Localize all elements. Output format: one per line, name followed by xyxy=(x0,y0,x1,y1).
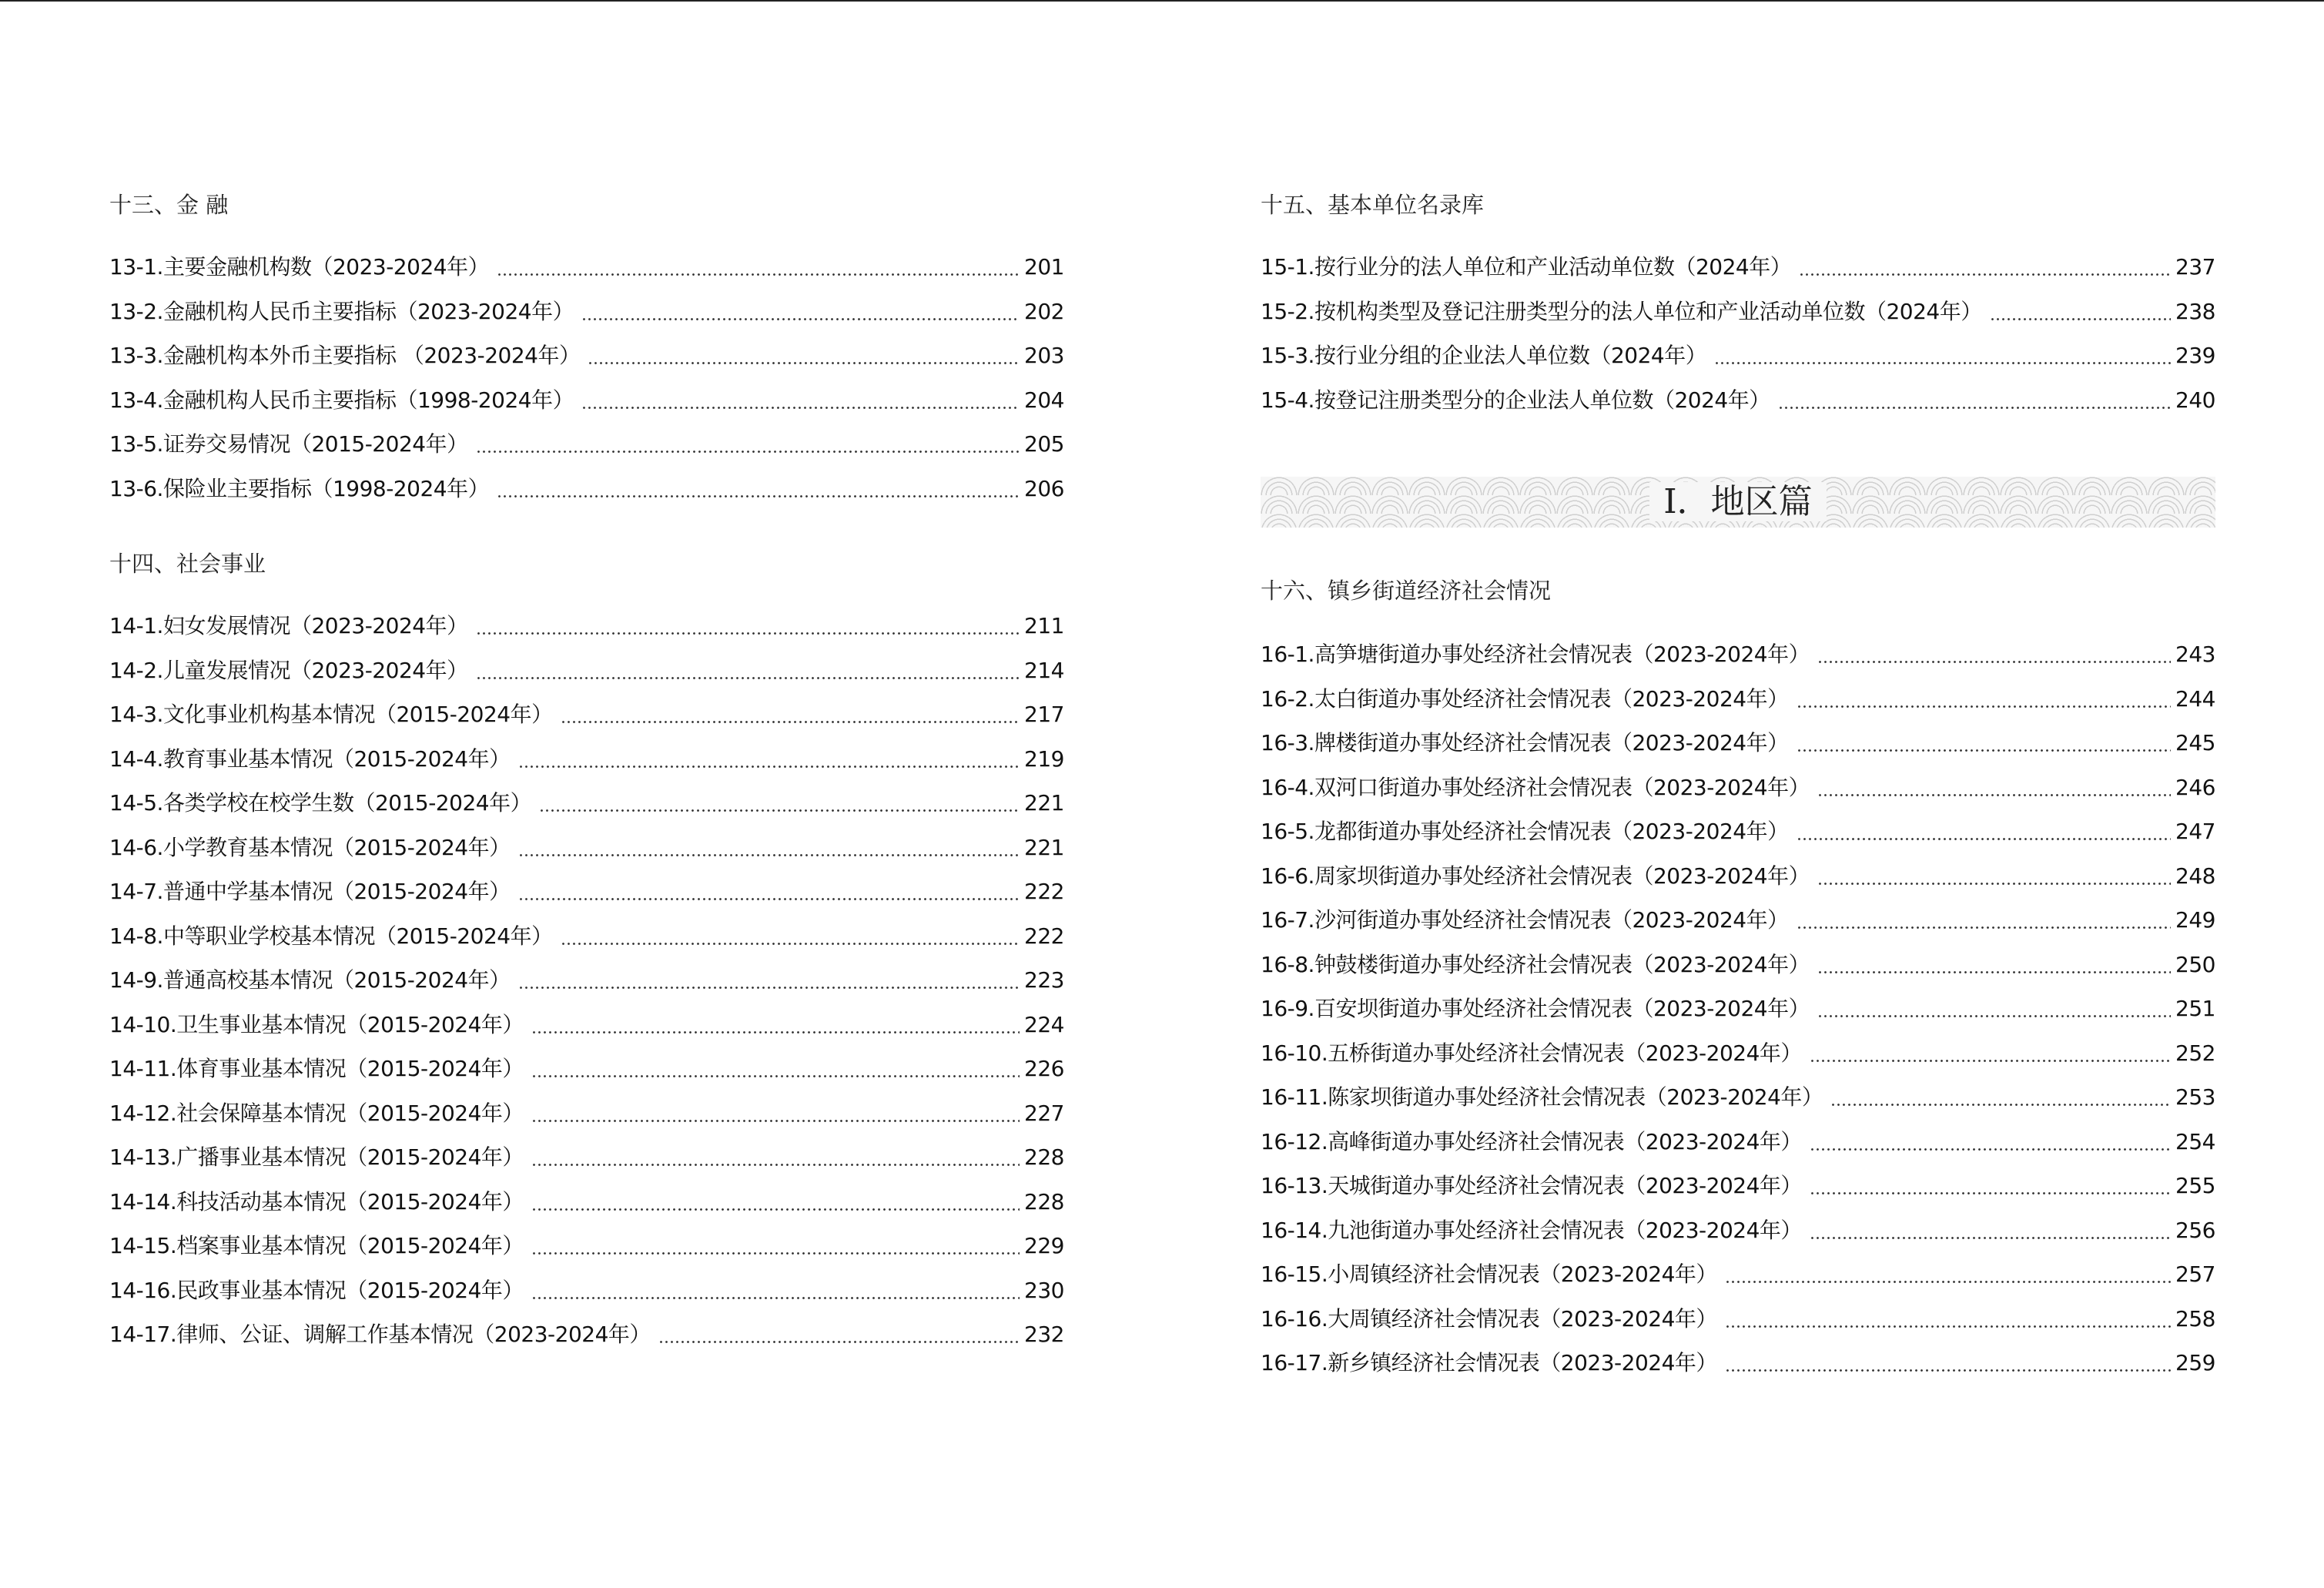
toc-entry-page: 221 xyxy=(1024,834,1064,860)
toc-entry[interactable] xyxy=(109,965,1064,996)
toc-entry-page: 214 xyxy=(1024,657,1064,683)
toc-entry-title: 16-16.大周镇经济社会情况表（2023-2024年） xyxy=(1261,1305,1717,1332)
toc-dot-leader xyxy=(561,943,1020,945)
toc-entry-page: 250 xyxy=(2175,951,2215,977)
toc-entry-page: 206 xyxy=(1024,475,1064,501)
toc-dot-leader xyxy=(531,1164,1020,1166)
banner-title-text: Ⅰ．地区篇 xyxy=(1649,482,1826,521)
toc-entry-page: 205 xyxy=(1024,431,1064,457)
toc-dot-leader xyxy=(1810,1060,2171,1062)
section-heading-16: 十六、镇乡街道经济社会情况 xyxy=(1261,578,1552,604)
toc-entry[interactable] xyxy=(109,744,1064,775)
toc-dot-leader xyxy=(1797,749,2171,752)
toc-entry-title: 13-6.保险业主要指标（1998-2024年） xyxy=(109,475,490,501)
toc-dot-leader xyxy=(1817,1015,2171,1017)
toc-entry-title: 14-6.小学教育基本情况（2015-2024年） xyxy=(109,834,511,860)
toc-dot-leader xyxy=(1817,883,2171,885)
toc-entry-page: 223 xyxy=(1024,967,1064,993)
toc-entry[interactable] xyxy=(109,1098,1064,1129)
section-heading-15: 十五、基本单位名录库 xyxy=(1261,192,1485,218)
toc-entry-title: 14-7.普通中学基本情况（2015-2024年） xyxy=(109,879,511,904)
toc-dot-leader xyxy=(476,677,1020,679)
toc-entry-title: 16-14.九池街道办事处经济社会情况表（2023-2024年） xyxy=(1261,1217,1802,1243)
toc-dot-leader xyxy=(1714,362,2171,364)
toc-dot-leader xyxy=(531,1297,1020,1299)
toc-dot-leader xyxy=(518,766,1020,768)
toc-entry-page: 228 xyxy=(1024,1144,1064,1170)
toc-entry-title: 15-1.按行业分的法人单位和产业活动单位数（2024年） xyxy=(1261,254,1792,280)
toc-entry[interactable] xyxy=(1261,950,2215,980)
toc-entry-page: 255 xyxy=(2175,1173,2215,1198)
toc-entry[interactable] xyxy=(109,655,1064,686)
section-heading-14: 十四、社会事业 xyxy=(109,551,266,577)
toc-dot-leader xyxy=(1797,705,2171,708)
toc-entry[interactable] xyxy=(1261,816,2215,847)
toc-entry[interactable] xyxy=(1261,296,2215,327)
toc-entry-title: 13-1.主要金融机构数（2023-2024年） xyxy=(109,254,490,280)
toc-entry-title: 14-12.社会保障基本情况（2015-2024年） xyxy=(109,1100,524,1126)
toc-entry-title: 15-4.按登记注册类型分的企业法人单位数（2024年） xyxy=(1261,387,1770,413)
toc-dot-leader xyxy=(1810,1237,2171,1239)
toc-entry-title: 13-5.证券交易情况（2015-2024年） xyxy=(109,431,468,457)
toc-entry-title: 14-15.档案事业基本情况（2015-2024年） xyxy=(109,1233,524,1258)
toc-entry[interactable] xyxy=(1261,1171,2215,1201)
toc-entry-title: 14-3.文化事业机构基本情况（2015-2024年） xyxy=(109,702,553,727)
toc-entry-page: 237 xyxy=(2175,254,2215,280)
toc-entry[interactable] xyxy=(109,876,1064,907)
toc-dot-leader xyxy=(531,1120,1020,1122)
toc-entry-page: 217 xyxy=(1024,702,1064,727)
toc-entry-page: 239 xyxy=(2175,343,2215,368)
toc-entry-page: 219 xyxy=(1024,745,1064,772)
toc-entry[interactable] xyxy=(109,1010,1064,1040)
toc-entry-title: 16-12.高峰街道办事处经济社会情况表（2023-2024年） xyxy=(1261,1128,1802,1154)
toc-entry-page: 247 xyxy=(2175,819,2215,844)
toc-dot-leader xyxy=(1797,926,2171,929)
toc-entry[interactable] xyxy=(109,252,1064,283)
toc-entry[interactable] xyxy=(1261,252,2215,283)
toc-entry[interactable] xyxy=(109,921,1064,952)
toc-entry[interactable] xyxy=(1261,728,2215,759)
toc-entry[interactable] xyxy=(109,429,1064,460)
toc-entry[interactable] xyxy=(109,1187,1064,1218)
toc-dot-leader xyxy=(531,1075,1020,1077)
banner-title xyxy=(1261,477,2215,528)
toc-entry[interactable] xyxy=(1261,1348,2215,1379)
toc-entry-title: 16-4.双河口街道办事处经济社会情况表（2023-2024年） xyxy=(1261,774,1810,800)
toc-entry-title: 16-9.百安坝街道办事处经济社会情况表（2023-2024年） xyxy=(1261,996,1810,1021)
toc-entry-page: 222 xyxy=(1024,923,1064,949)
toc-entry-page: 227 xyxy=(1024,1100,1064,1126)
toc-entry-page: 254 xyxy=(2175,1128,2215,1154)
toc-entry-page: 249 xyxy=(2175,907,2215,933)
toc-entry[interactable] xyxy=(1261,905,2215,936)
toc-dot-leader xyxy=(1990,318,2171,320)
toc-dot-leader xyxy=(1817,794,2171,796)
toc-entry-title: 14-1.妇女发展情况（2023-2024年） xyxy=(109,613,468,638)
toc-entry[interactable] xyxy=(109,1054,1064,1084)
toc-entry-title: 14-5.各类学校在校学生数（2015-2024年） xyxy=(109,790,532,816)
toc-entry-title: 16-3.牌楼街道办事处经济社会情况表（2023-2024年） xyxy=(1261,730,1789,755)
toc-dot-leader xyxy=(1799,273,2171,276)
toc-entry-title: 16-2.太白街道办事处经济社会情况表（2023-2024年） xyxy=(1261,685,1789,712)
toc-dot-leader xyxy=(561,721,1020,723)
toc-entry-page: 243 xyxy=(2175,642,2215,667)
toc-entry[interactable] xyxy=(109,1142,1064,1173)
toc-entry[interactable] xyxy=(1261,340,2215,371)
toc-entry-page: 211 xyxy=(1024,613,1064,638)
toc-dot-leader xyxy=(476,451,1020,453)
toc-entry-page: 230 xyxy=(1024,1277,1064,1303)
toc-entry[interactable] xyxy=(109,833,1064,863)
toc-dot-leader xyxy=(531,1252,1020,1255)
toc-entry-page: 246 xyxy=(2175,774,2215,800)
toc-entry-page: 226 xyxy=(1024,1056,1064,1081)
toc-dot-leader xyxy=(1817,971,2171,973)
toc-entry-page: 202 xyxy=(1024,298,1064,324)
toc-entry-page: 257 xyxy=(2175,1261,2215,1287)
toc-entry-page: 224 xyxy=(1024,1011,1064,1037)
toc-entry[interactable] xyxy=(1261,385,2215,416)
toc-entry-title: 13-3.金融机构本外币主要指标 （2023-2024年） xyxy=(109,343,581,368)
toc-entry-title: 14-17.律师、公证、调解工作基本情况（2023-2024年） xyxy=(109,1322,651,1347)
toc-entry-title: 16-11.陈家坝街道办事处经济社会情况表（2023-2024年） xyxy=(1261,1084,1823,1110)
toc-dot-leader xyxy=(1725,1281,2171,1283)
toc-dot-leader xyxy=(531,1208,1020,1211)
toc-dot-leader xyxy=(531,1031,1020,1034)
toc-dot-leader xyxy=(1810,1148,2171,1151)
toc-entry[interactable] xyxy=(1261,1215,2215,1246)
toc-entry-page: 203 xyxy=(1024,343,1064,368)
toc-entry[interactable] xyxy=(109,1319,1064,1350)
toc-dot-leader xyxy=(1817,661,2171,663)
toc-entry[interactable] xyxy=(109,296,1064,327)
toc-dot-leader xyxy=(476,632,1020,635)
toc-entry-title: 15-2.按机构类型及登记注册类型分的法人单位和产业活动单位数（2024年） xyxy=(1261,298,1982,324)
toc-entry-title: 14-11.体育事业基本情况（2015-2024年） xyxy=(109,1056,524,1081)
toc-entry-page: 256 xyxy=(2175,1217,2215,1243)
toc-entry-title: 14-9.普通高校基本情况（2015-2024年） xyxy=(109,967,511,993)
toc-entry-page: 238 xyxy=(2175,298,2215,324)
toc-entry[interactable] xyxy=(1261,1038,2215,1069)
toc-entry[interactable] xyxy=(109,385,1064,416)
toc-dot-leader xyxy=(518,854,1020,856)
toc-entry[interactable] xyxy=(1261,639,2215,670)
toc-entry[interactable] xyxy=(109,611,1064,642)
toc-dot-leader xyxy=(581,318,1020,320)
toc-entry-page: 258 xyxy=(2175,1305,2215,1332)
toc-entry-title: 16-13.天城街道办事处经济社会情况表（2023-2024年） xyxy=(1261,1173,1802,1198)
toc-entry[interactable] xyxy=(109,788,1064,819)
toc-entry-page: 221 xyxy=(1024,790,1064,816)
toc-dot-leader xyxy=(658,1341,1020,1343)
toc-entry[interactable] xyxy=(1261,1259,2215,1290)
toc-entry-title: 16-10.五桥街道办事处经济社会情况表（2023-2024年） xyxy=(1261,1040,1802,1066)
toc-entry-page: 204 xyxy=(1024,387,1064,413)
toc-entry-page: 229 xyxy=(1024,1233,1064,1258)
toc-entry-title: 16-17.新乡镇经济社会情况表（2023-2024年） xyxy=(1261,1350,1717,1375)
toc-entry-title: 14-13.广播事业基本情况（2015-2024年） xyxy=(109,1144,524,1170)
toc-dot-leader xyxy=(1725,1325,2171,1328)
toc-entry-title: 14-8.中等职业学校基本情况（2015-2024年） xyxy=(109,923,553,949)
toc-dot-leader xyxy=(1810,1192,2171,1194)
toc-dot-leader xyxy=(1830,1104,2171,1106)
toc-entry-title: 16-5.龙都街道办事处经济社会情况表（2023-2024年） xyxy=(1261,819,1789,844)
toc-entry-title: 14-16.民政事业基本情况（2015-2024年） xyxy=(109,1277,524,1303)
toc-entry-page: 252 xyxy=(2175,1040,2215,1066)
region-part-banner xyxy=(1261,477,2215,528)
toc-entry-title: 14-10.卫生事业基本情况（2015-2024年） xyxy=(109,1011,524,1037)
toc-entry-title: 15-3.按行业分组的企业法人单位数（2024年） xyxy=(1261,343,1707,368)
toc-dot-leader xyxy=(1778,407,2171,409)
toc-entry[interactable] xyxy=(1261,772,2215,803)
toc-entry-page: 222 xyxy=(1024,879,1064,904)
toc-dot-leader xyxy=(497,273,1020,276)
toc-entry-title: 14-4.教育事业基本情况（2015-2024年） xyxy=(109,745,511,772)
toc-entry[interactable] xyxy=(109,1275,1064,1306)
toc-entry[interactable] xyxy=(1261,1304,2215,1335)
toc-dot-leader xyxy=(1797,838,2171,840)
toc-entry-title: 13-2.金融机构人民币主要指标（2023-2024年） xyxy=(109,298,574,324)
toc-entry-title: 14-2.儿童发展情况（2023-2024年） xyxy=(109,657,468,683)
toc-dot-leader xyxy=(1725,1369,2171,1372)
toc-entry-page: 244 xyxy=(2175,685,2215,712)
toc-entry-page: 240 xyxy=(2175,387,2215,413)
toc-entry[interactable] xyxy=(109,1231,1064,1261)
toc-dot-leader xyxy=(518,898,1020,900)
toc-dot-leader xyxy=(539,809,1020,812)
toc-dot-leader xyxy=(581,407,1020,409)
toc-entry-title: 16-15.小周镇经济社会情况表（2023-2024年） xyxy=(1261,1261,1717,1287)
toc-entry[interactable] xyxy=(109,474,1064,504)
toc-entry[interactable] xyxy=(109,340,1064,371)
toc-entry-title: 16-7.沙河街道办事处经济社会情况表（2023-2024年） xyxy=(1261,907,1789,933)
toc-entry-title: 13-4.金融机构人民币主要指标（1998-2024年） xyxy=(109,387,574,413)
toc-entry-page: 248 xyxy=(2175,863,2215,889)
toc-entry[interactable] xyxy=(1261,1082,2215,1113)
toc-entry-page: 251 xyxy=(2175,996,2215,1021)
toc-entry[interactable] xyxy=(1261,861,2215,892)
toc-dot-leader xyxy=(497,495,1020,498)
section-heading-13: 十三、金 融 xyxy=(109,192,229,218)
toc-dot-leader xyxy=(588,362,1020,364)
toc-entry-page: 253 xyxy=(2175,1084,2215,1110)
toc-entry-page: 201 xyxy=(1024,254,1064,280)
toc-entry-page: 245 xyxy=(2175,730,2215,755)
toc-entry[interactable] xyxy=(1261,1127,2215,1157)
toc-entry[interactable] xyxy=(1261,684,2215,715)
toc-entry-title: 16-8.钟鼓楼街道办事处经济社会情况表（2023-2024年） xyxy=(1261,951,1810,977)
toc-entry[interactable] xyxy=(1261,993,2215,1024)
toc-entry-title: 16-1.高笋塘街道办事处经济社会情况表（2023-2024年） xyxy=(1261,642,1810,667)
toc-entry[interactable] xyxy=(109,699,1064,730)
page-top-border xyxy=(0,0,2324,2)
toc-entry-page: 259 xyxy=(2175,1350,2215,1375)
toc-entry-page: 232 xyxy=(1024,1322,1064,1347)
toc-dot-leader xyxy=(518,987,1020,989)
toc-entry-page: 228 xyxy=(1024,1188,1064,1214)
toc-entry-title: 16-6.周家坝街道办事处经济社会情况表（2023-2024年） xyxy=(1261,863,1810,889)
toc-entry-title: 14-14.科技活动基本情况（2015-2024年） xyxy=(109,1188,524,1214)
